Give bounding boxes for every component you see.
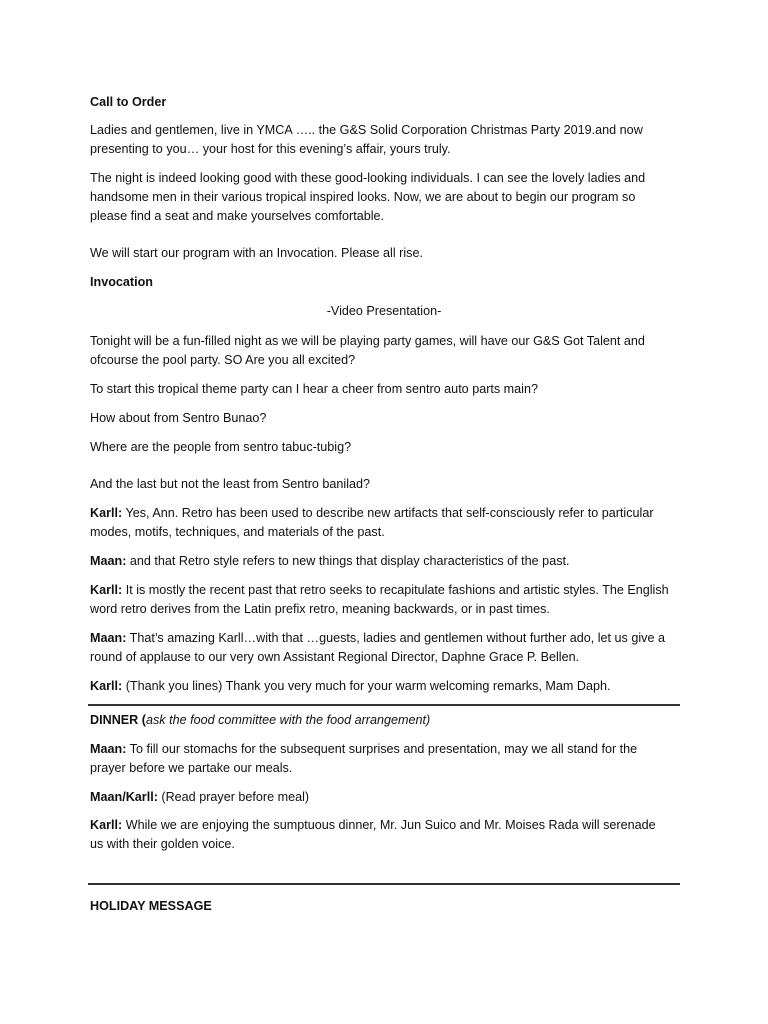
paragraph-invocation-intro: We will start our program with an Invocation. Please all rise.	[90, 246, 423, 260]
speaker-name: Maan/Karll:	[90, 790, 158, 804]
heading-holiday-message: HOLIDAY MESSAGE	[90, 899, 212, 913]
paragraph-tabuc-tubig: Where are the people from sentro tabuc-tubig?	[90, 440, 352, 454]
speaker-name: Maan:	[90, 742, 127, 756]
dialogue-text: That’s amazing Karll…with that …guests, ladies and gentlemen without further ado, let us give a round of applause to our very own Assistant Regional Director, Daphne Grace P. Bellen.	[90, 631, 665, 664]
paragraph-bunao: How about from Sentro Bunao?	[90, 411, 267, 425]
speaker-name: Karll:	[90, 679, 123, 693]
dialogue-text: It is mostly the recent past that retro seeks to recapitulate fashions and artistic styles. The English word retro derives from the Latin prefix retro, meaning backwards, or in past times.	[90, 583, 669, 616]
dialogue-line	[90, 740, 670, 778]
paragraph-cheer-main: To start this tropical theme party can I hear a cheer from sentro auto parts main?	[90, 382, 538, 396]
paragraph-intro: Ladies and gentlemen, live in YMCA ….. the G&S Solid Corporation Christmas Party 2019.and now presenting to you… your host for this evening’s affair, yours truly.	[90, 123, 643, 156]
video-presentation-label: -Video Presentation-	[326, 304, 442, 318]
speaker-name: Karll:	[90, 583, 123, 597]
speaker-name: Karll:	[90, 506, 123, 520]
dialogue-text: (Thank you lines) Thank you very much for your warm welcoming remarks, Mam Daph.	[122, 679, 611, 693]
heading-invocation: Invocation	[90, 275, 153, 289]
paragraph-night: The night is indeed looking good with these good-looking individuals. I can see the lovely ladies and handsome men in their various tropical inspired looks. Now, we are about to begin our program so please find a seat and make yourselves comfortable.	[90, 171, 646, 223]
paragraph-fun-night: Tonight will be a fun-filled night as we will be playing party games, will have our G&S Got Talent and ofcourse the pool party. SO Are you all excited?	[90, 334, 645, 367]
heading-call-to-order: Call to Order	[90, 95, 167, 109]
dialogue-line	[90, 788, 670, 807]
dialogue-text: While we are enjoying the sumptuous dinner, Mr. Jun Suico and Mr. Moises Rada will serenade us with their golden voice.	[90, 818, 656, 851]
dialogue-line	[90, 816, 670, 854]
dialogue-text: To fill our stomachs for the subsequent surprises and presentation, may we all stand for the prayer before we partake our meals.	[90, 742, 638, 775]
dialogue-line	[90, 581, 670, 619]
speaker-name: Maan:	[90, 631, 127, 645]
dialogue-text: (Read prayer before meal)	[157, 790, 310, 804]
section-divider	[88, 883, 680, 885]
dialogue-line	[90, 629, 670, 667]
dialogue-text: Yes, Ann. Retro has been used to describe new artifacts that self-consciously refer to particular modes, motifs, techniques, and materials of the past.	[90, 506, 654, 539]
dialogue-line	[90, 504, 670, 542]
paragraph-banilad: And the last but not the least from Sentro banilad?	[90, 477, 371, 491]
speaker-name: Maan:	[90, 554, 127, 568]
heading-dinner	[90, 711, 670, 730]
dialogue-text: and that Retro style refers to new things that display characteristics of the past.	[126, 554, 570, 568]
dinner-heading-label: DINNER (	[90, 713, 146, 727]
section-divider	[88, 704, 680, 706]
dialogue-line	[90, 677, 670, 696]
dialogue-line	[90, 552, 670, 571]
dinner-note: ask the food committee with the food arrangement)	[145, 713, 431, 727]
speaker-name: Karll:	[90, 818, 123, 832]
